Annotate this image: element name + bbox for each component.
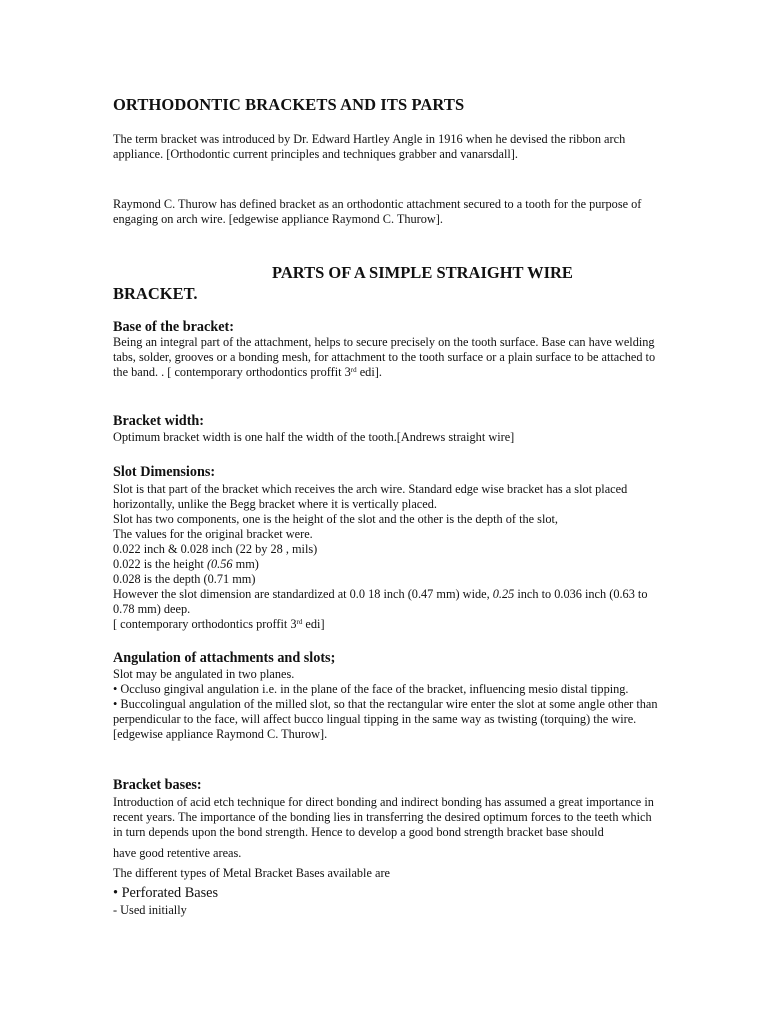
bases-types-text: The different types of Metal Bracket Bases available are	[113, 866, 391, 880]
slot-standard-text: However the slot dimension are standardized at 0.0 18 inch (0.47 mm) wide,	[113, 587, 493, 601]
slot-text-8	[113, 617, 658, 632]
slot-reference-end: edi]	[302, 617, 325, 631]
base-text-end: edi].	[356, 365, 382, 379]
slot-standard-text-end: inch to 0.036 inch (0.63 to 0.78 mm) deep.	[113, 587, 648, 616]
width-heading: Bracket width:	[113, 413, 205, 429]
section-title-line-1: PARTS OF A SIMPLE STRAIGHT WIRE	[272, 263, 573, 282]
slot-heading: Slot Dimensions:	[113, 464, 216, 480]
bases-paragraph-end: have good retentive areas.	[113, 846, 242, 860]
base-text: Being an integral part of the attachment, helps to secure precisely on the tooth surface. Base can have welding tabs, solder, grooves or a bonding mesh, for attachment to the tooth surface or a plain surface to be attached to the band. . [ contemporary orthodontics proffit 3	[113, 335, 656, 379]
slot-height-value: (0.56	[206, 557, 233, 571]
angulation-block	[113, 667, 658, 742]
slot-standard-value: 0.25	[492, 587, 515, 601]
base-superscript: rd	[350, 366, 357, 374]
angulation-bullet-1: • Occluso gingival angulation i.e. in the plane of the face of the bracket, influencing mesio distal tipping.	[113, 682, 629, 696]
slot-text-1: Slot is that part of the bracket which receives the arch wire. Standard edge wise bracket has a slot placed horizontally, unlike the Begg bracket where it is vertically placed.	[113, 482, 628, 511]
slot-text-2: Slot has two components, one is the height of the slot and the other is the depth of the slot,	[113, 512, 559, 526]
document-title: ORTHODONTIC BRACKETS AND ITS PARTS	[113, 95, 465, 114]
angulation-text-1: Slot may be angulated in two planes.	[113, 667, 295, 681]
bases-paragraph: Introduction of acid etch technique for direct bonding and indirect bonding has assumed a great importance in recent years. The importance of the bonding lies in transferring the desired optimum forces to the teeth which in turn depends upon the bond strength. Hence to develop a good bond strength bracket base should	[113, 795, 654, 839]
bases-dash-item: - Used initially	[113, 903, 187, 917]
base-heading: Base of the bracket:	[113, 319, 234, 335]
width-paragraph: Optimum bracket width is one half the width of the tooth.[Andrews straight wire]	[113, 430, 515, 444]
intro-paragraph-1: The term bracket was introduced by Dr. Edward Hartley Angle in 1916 when he devised the ribbon arch appliance. [Orthodontic current principles and techniques grabber and vanarsdall].	[113, 132, 626, 161]
bullet-item-text: Perforated Bases	[121, 885, 219, 901]
angulation-heading: Angulation of attachments and slots;	[113, 650, 336, 666]
slot-text-4: 0.022 inch & 0.028 inch (22 by 28 , mils)	[113, 542, 318, 556]
slot-text-5	[113, 557, 658, 572]
section-title	[113, 262, 658, 304]
bases-bullet-item	[113, 885, 658, 902]
intro-paragraph-2: Raymond C. Thurow has defined bracket as an orthodontic attachment secured to a tooth for the purpose of engaging on arch wire. [edgewise appliance Raymond C. Thurow].	[113, 197, 642, 226]
section-title-line-2: BRACKET.	[113, 284, 198, 303]
slot-height-text: 0.022 is the height	[113, 557, 207, 571]
base-paragraph	[113, 335, 658, 380]
slot-reference-superscript: rd	[296, 618, 303, 626]
bullet-icon: •	[113, 885, 119, 901]
angulation-bullet-2: • Buccolingual angulation of the milled slot, so that the rectangular wire enter the slot at some angle other than perpendicular to the face, will affect bucco lingual tipping in the same way as twisting (torquing) the wire. [edgewise appliance Raymond C. Thurow].	[113, 697, 658, 741]
slot-block	[113, 482, 658, 632]
slot-text-3: The values for the original bracket were.	[113, 527, 313, 541]
bases-heading: Bracket bases:	[113, 777, 202, 793]
slot-text-6: 0.028 is the depth (0.71 mm)	[113, 572, 256, 586]
slot-height-unit: mm)	[232, 557, 259, 571]
slot-reference: [ contemporary orthodontics proffit 3	[113, 617, 297, 631]
slot-text-7	[113, 587, 658, 617]
